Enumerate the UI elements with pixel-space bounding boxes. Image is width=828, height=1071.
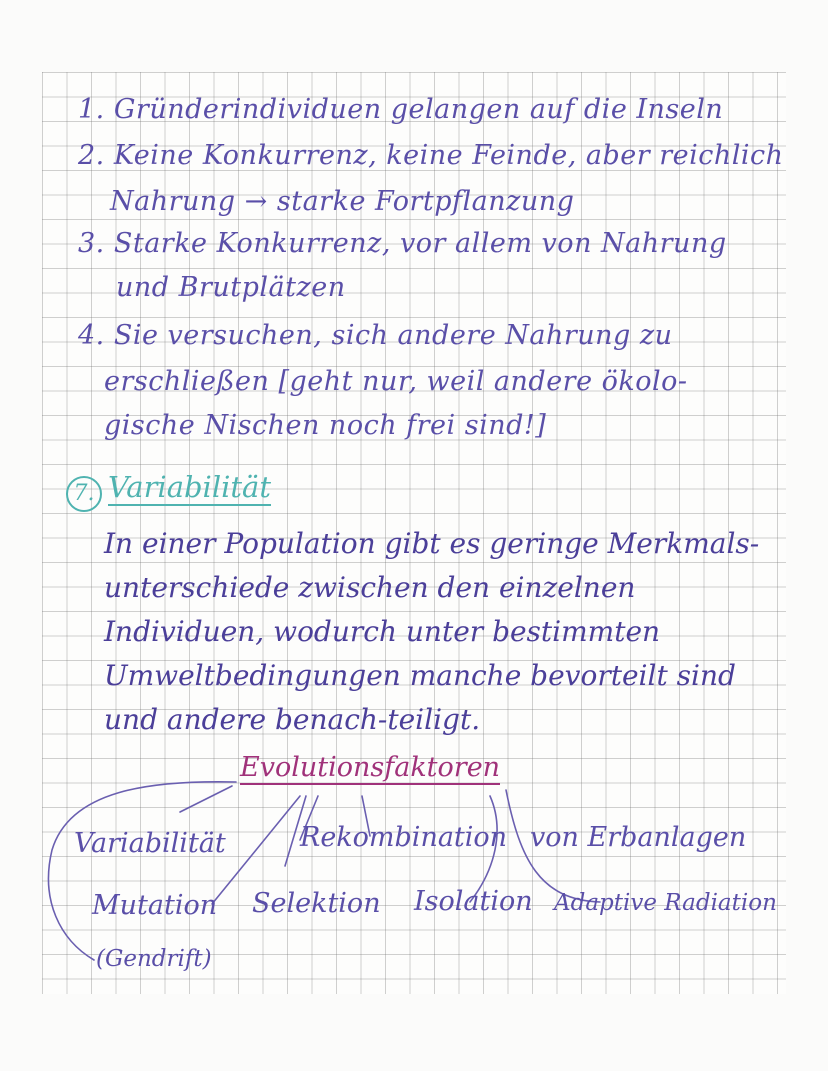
section-number-circle: 7. (66, 476, 102, 512)
note-line-5: und Brutplätzen (116, 272, 346, 303)
connector-gendrift (48, 782, 236, 960)
diagram-item-variabilitaet: Variabilität (74, 828, 226, 859)
note-line-8: gische Nischen noch frei sind!] (104, 410, 547, 441)
note-line-3: Nahrung → starke Fortpflanzung (110, 186, 575, 217)
diagram-item-mutation: Mutation (92, 890, 218, 921)
diagram-item-selektion: Selektion (252, 888, 381, 919)
diagram-item-erbanlagen: von Erbanlagen (530, 822, 747, 853)
diagram-title: Evolutionsfaktoren (240, 752, 501, 783)
section-title: Variabilität (108, 470, 271, 504)
diagram-item-isolation: Isolation (414, 886, 533, 917)
diagram-item-gendrift: (Gendrift) (96, 946, 212, 972)
note-line-2: 2. Keine Konkurrenz, keine Feinde, aber reichlich (78, 140, 784, 171)
section-paragraph: In einer Population gibt es geringe Merkmals-unterschiede zwischen den einzelnen Individuen, wodurch unter bestimmten Umweltbedingungen manche bevorteilt sind und andere benach-teiligt. (104, 527, 760, 736)
note-line-4: 3. Starke Konkurrenz, vor allem von Nahrung (78, 228, 727, 259)
diagram-item-adaptive-radiation: Adaptive Radiation (554, 890, 777, 916)
note-line-6: 4. Sie versuchen, sich andere Nahrung zu (78, 320, 673, 351)
connector-variabilitaet (180, 786, 232, 812)
note-line-7: erschließen [geht nur, weil andere ökolo- (104, 366, 688, 397)
diagram-item-rekombination: Rekombination (300, 822, 508, 853)
note-line-1: 1. Gründerindividuen gelangen auf die Inseln (78, 94, 724, 125)
